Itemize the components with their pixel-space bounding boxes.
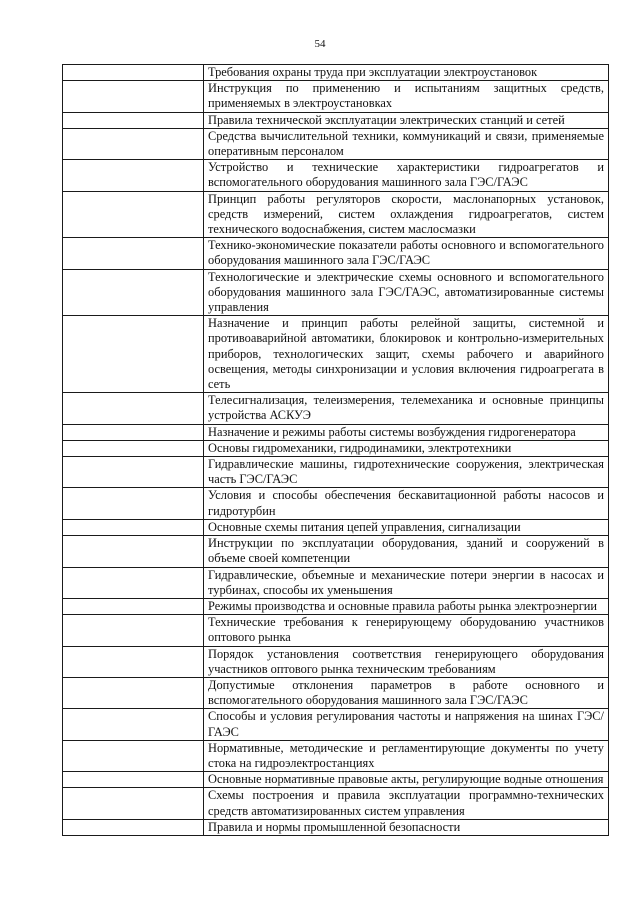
row-text-cell: Правила и нормы промышленной безопасности <box>204 819 609 835</box>
row-text-cell: Правила технической эксплуатации электрических станций и сетей <box>204 112 609 128</box>
row-text-cell: Средства вычислительной техники, коммуникаций и связи, применяемые оперативным персоналом <box>204 128 609 159</box>
row-text-cell: Телесигнализация, телеизмерения, телемеханика и основные принципы устройства АСКУЭ <box>204 393 609 424</box>
table-row <box>63 488 609 519</box>
table-row <box>63 393 609 424</box>
table-row <box>63 709 609 740</box>
row-left-cell <box>63 160 204 191</box>
row-text-cell: Порядок установления соответствия генерирующего оборудования участников оптового рынка техническим требованиям <box>204 646 609 677</box>
table-row <box>63 316 609 393</box>
row-text-cell: Технологические и электрические схемы основного и вспомогательного оборудования машинного зала ГЭС/ГАЭС, автоматизированные системы управления <box>204 269 609 316</box>
row-left-cell <box>63 819 204 835</box>
row-left-cell <box>63 772 204 788</box>
row-text-cell: Гидравлические машины, гидротехнические сооружения, электрическая часть ГЭС/ГАЭС <box>204 457 609 488</box>
row-left-cell <box>63 709 204 740</box>
row-text-cell: Инструкция по применению и испытаниям защитных средств, применяемых в электроустановках <box>204 81 609 112</box>
requirements-table <box>62 64 609 836</box>
table-row <box>63 128 609 159</box>
row-left-cell <box>63 598 204 614</box>
row-text-cell: Принцип работы регуляторов скорости, маслонапорных установок, средств измерений, систем охлаждения гидроагрегатов, систем технического водоснабжения, систем маслосмазки <box>204 191 609 238</box>
row-text-cell: Назначение и принцип работы релейной защиты, системной и противоаварийной автоматики, блокировок и контрольно-измерительных приборов, технологических защит, схемы рабочего и аварийного освещения, методы синхронизации и условия включения гидроагрегата в сеть <box>204 316 609 393</box>
row-left-cell <box>63 488 204 519</box>
row-left-cell <box>63 112 204 128</box>
row-left-cell <box>63 677 204 708</box>
table-row <box>63 536 609 567</box>
row-left-cell <box>63 740 204 771</box>
table-row <box>63 424 609 440</box>
table-row <box>63 615 609 646</box>
table-row <box>63 740 609 771</box>
row-left-cell <box>63 567 204 598</box>
row-left-cell <box>63 316 204 393</box>
table-row <box>63 567 609 598</box>
row-text-cell: Назначение и режимы работы системы возбуждения гидрогенератора <box>204 424 609 440</box>
table-row <box>63 598 609 614</box>
table-row <box>63 160 609 191</box>
row-text-cell: Требования охраны труда при эксплуатации электроустановок <box>204 65 609 81</box>
table-row <box>63 238 609 269</box>
row-text-cell: Допустимые отклонения параметров в работе основного и вспомогательного оборудования машинного зала ГЭС/ГАЭС <box>204 677 609 708</box>
table-row <box>63 677 609 708</box>
row-left-cell <box>63 128 204 159</box>
table-row <box>63 440 609 456</box>
row-text-cell: Условия и способы обеспечения бескавитационной работы насосов и гидротурбин <box>204 488 609 519</box>
row-text-cell: Основы гидромеханики, гидродинамики, электротехники <box>204 440 609 456</box>
row-text-cell: Режимы производства и основные правила работы рынка электроэнергии <box>204 598 609 614</box>
row-left-cell <box>63 238 204 269</box>
row-left-cell <box>63 536 204 567</box>
row-text-cell: Основные схемы питания цепей управления, сигнализации <box>204 519 609 535</box>
table-row <box>63 519 609 535</box>
page-number: 54 <box>314 38 326 50</box>
table-row <box>63 81 609 112</box>
table-row <box>63 269 609 316</box>
table-row <box>63 788 609 819</box>
table-body <box>63 65 609 836</box>
row-left-cell <box>63 424 204 440</box>
table-row <box>63 457 609 488</box>
table-row <box>63 191 609 238</box>
row-text-cell: Гидравлические, объемные и механические потери энергии в насосах и турбинах, способы их уменьшения <box>204 567 609 598</box>
row-left-cell <box>63 393 204 424</box>
table-row <box>63 772 609 788</box>
row-left-cell <box>63 81 204 112</box>
table-row <box>63 112 609 128</box>
row-left-cell <box>63 615 204 646</box>
table-row <box>63 65 609 81</box>
row-text-cell: Технико-экономические показатели работы основного и вспомогательного оборудования машинного зала ГЭС/ГАЭС <box>204 238 609 269</box>
row-left-cell <box>63 65 204 81</box>
row-text-cell: Нормативные, методические и регламентирующие документы по учету стока на гидроэлектростанциях <box>204 740 609 771</box>
row-text-cell: Основные нормативные правовые акты, регулирующие водные отношения <box>204 772 609 788</box>
row-left-cell <box>63 191 204 238</box>
row-left-cell <box>63 269 204 316</box>
row-text-cell: Устройство и технические характеристики гидроагрегатов и вспомогательного оборудования машинного зала ГЭС/ГАЭС <box>204 160 609 191</box>
row-text-cell: Инструкции по эксплуатации оборудования, зданий и сооружений в объеме своей компетенции <box>204 536 609 567</box>
row-text-cell: Схемы построения и правила эксплуатации программно-технических средств автоматизированных систем управления <box>204 788 609 819</box>
table-row <box>63 646 609 677</box>
row-text-cell: Способы и условия регулирования частоты и напряжения на шинах ГЭС/ГАЭС <box>204 709 609 740</box>
row-left-cell <box>63 519 204 535</box>
row-left-cell <box>63 646 204 677</box>
row-left-cell <box>63 457 204 488</box>
row-left-cell <box>63 440 204 456</box>
table-row <box>63 819 609 835</box>
row-left-cell <box>63 788 204 819</box>
row-text-cell: Технические требования к генерирующему оборудованию участников оптового рынка <box>204 615 609 646</box>
